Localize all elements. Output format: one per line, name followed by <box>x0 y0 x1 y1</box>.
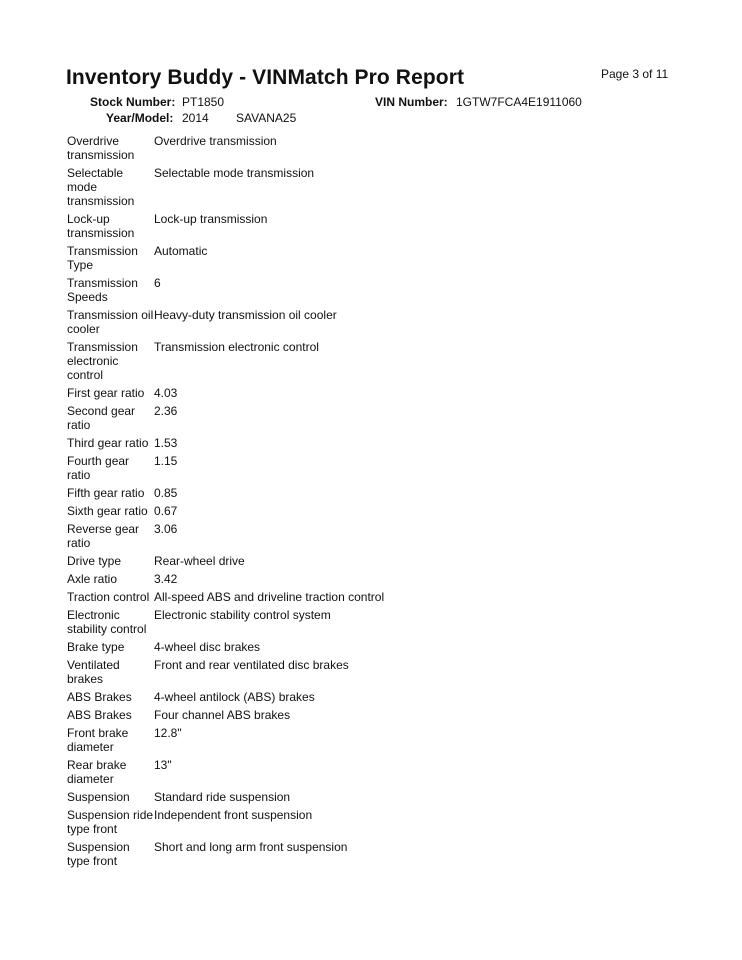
year-value: 2014 <box>182 111 209 125</box>
spec-row <box>67 340 627 382</box>
spec-value: Automatic <box>154 244 208 258</box>
vin-number-value: 1GTW7FCA4E1911060 <box>456 95 582 109</box>
spec-label: Fourth gear ratio <box>67 454 130 482</box>
spec-label: ABS Brakes <box>67 708 132 722</box>
spec-value: Short and long arm front suspension <box>154 840 348 854</box>
model-value: SAVANA25 <box>236 111 297 125</box>
spec-label: Transmission Type <box>67 244 138 272</box>
year-model-label: Year/Model: <box>106 111 174 125</box>
spec-label: Suspension type front <box>67 840 130 868</box>
spec-row <box>67 522 627 550</box>
spec-value: 12.8" <box>154 726 182 740</box>
spec-label: Rear brake diameter <box>67 758 127 786</box>
spec-value: 2.36 <box>154 404 178 418</box>
spec-value: Heavy-duty transmission oil cooler <box>154 308 337 322</box>
spec-row <box>67 504 627 518</box>
spec-row <box>67 386 627 400</box>
spec-label: Overdrive transmission <box>67 134 135 162</box>
spec-label: Lock-up transmission <box>67 212 135 240</box>
spec-row <box>67 658 627 686</box>
spec-label: Second gear ratio <box>67 404 136 432</box>
spec-list <box>67 134 627 872</box>
spec-value: Four channel ABS brakes <box>154 708 291 722</box>
spec-value: Electronic stability control system <box>154 608 331 622</box>
spec-row <box>67 840 627 868</box>
spec-value: 13" <box>154 758 172 772</box>
spec-label: Sixth gear ratio <box>67 504 148 518</box>
spec-row <box>67 134 627 162</box>
spec-label: First gear ratio <box>67 386 145 400</box>
spec-label: Reverse gear ratio <box>67 522 140 550</box>
spec-value: 3.06 <box>154 522 178 536</box>
spec-row <box>67 590 627 604</box>
spec-label: Drive type <box>67 554 122 568</box>
spec-row <box>67 276 627 304</box>
spec-label: Electronic stability control <box>67 608 147 636</box>
spec-value: 4-wheel antilock (ABS) brakes <box>154 690 315 704</box>
spec-value: Independent front suspension <box>154 808 313 822</box>
spec-value: 4-wheel disc brakes <box>154 640 261 654</box>
spec-row <box>67 708 627 722</box>
vin-number-label: VIN Number: <box>375 95 448 109</box>
spec-value: 0.85 <box>154 486 178 500</box>
spec-value: All-speed ABS and driveline traction control <box>154 590 385 604</box>
spec-row <box>67 244 627 272</box>
spec-label: Fifth gear ratio <box>67 486 145 500</box>
spec-value: Lock-up transmission <box>154 212 268 226</box>
spec-value: Rear-wheel drive <box>154 554 245 568</box>
spec-row <box>67 758 627 786</box>
spec-value: 0.67 <box>154 504 178 518</box>
spec-label: Transmission oil cooler <box>67 308 154 336</box>
spec-row <box>67 454 627 482</box>
spec-row <box>67 436 627 450</box>
spec-row <box>67 166 627 208</box>
spec-row <box>67 808 627 836</box>
spec-row <box>67 790 627 804</box>
spec-row <box>67 690 627 704</box>
spec-value: Selectable mode transmission <box>154 166 315 180</box>
spec-value: Standard ride suspension <box>154 790 291 804</box>
spec-value: 6 <box>154 276 161 290</box>
spec-label: Third gear ratio <box>67 436 149 450</box>
spec-label: Ventilated brakes <box>67 658 120 686</box>
spec-row <box>67 212 627 240</box>
page-number: Page 3 of 11 <box>601 67 669 81</box>
spec-label: Selectable mode transmission <box>67 166 135 208</box>
spec-label: Brake type <box>67 640 125 654</box>
spec-label: Transmission Speeds <box>67 276 138 304</box>
stock-number-value: PT1850 <box>182 95 225 109</box>
spec-label: Front brake diameter <box>67 726 129 754</box>
spec-value: 1.53 <box>154 436 178 450</box>
spec-row <box>67 608 627 636</box>
spec-label: Suspension ride type front <box>67 808 154 836</box>
spec-row <box>67 486 627 500</box>
spec-label: ABS Brakes <box>67 690 132 704</box>
spec-value: 3.42 <box>154 572 178 586</box>
stock-number-label: Stock Number: <box>90 95 176 109</box>
spec-row <box>67 554 627 568</box>
spec-label: Suspension <box>67 790 130 804</box>
spec-value: 1.15 <box>154 454 178 468</box>
spec-value: Transmission electronic control <box>154 340 319 354</box>
spec-value: 4.03 <box>154 386 178 400</box>
spec-label: Axle ratio <box>67 572 118 586</box>
spec-label: Traction control <box>67 590 150 604</box>
spec-row <box>67 640 627 654</box>
spec-value: Front and rear ventilated disc brakes <box>154 658 349 672</box>
report-title: Inventory Buddy - VINMatch Pro Report <box>66 66 465 89</box>
spec-row <box>67 572 627 586</box>
spec-row <box>67 404 627 432</box>
spec-row <box>67 308 627 336</box>
spec-row <box>67 726 627 754</box>
spec-value: Overdrive transmission <box>154 134 277 148</box>
spec-label: Transmission electronic control <box>67 340 138 382</box>
